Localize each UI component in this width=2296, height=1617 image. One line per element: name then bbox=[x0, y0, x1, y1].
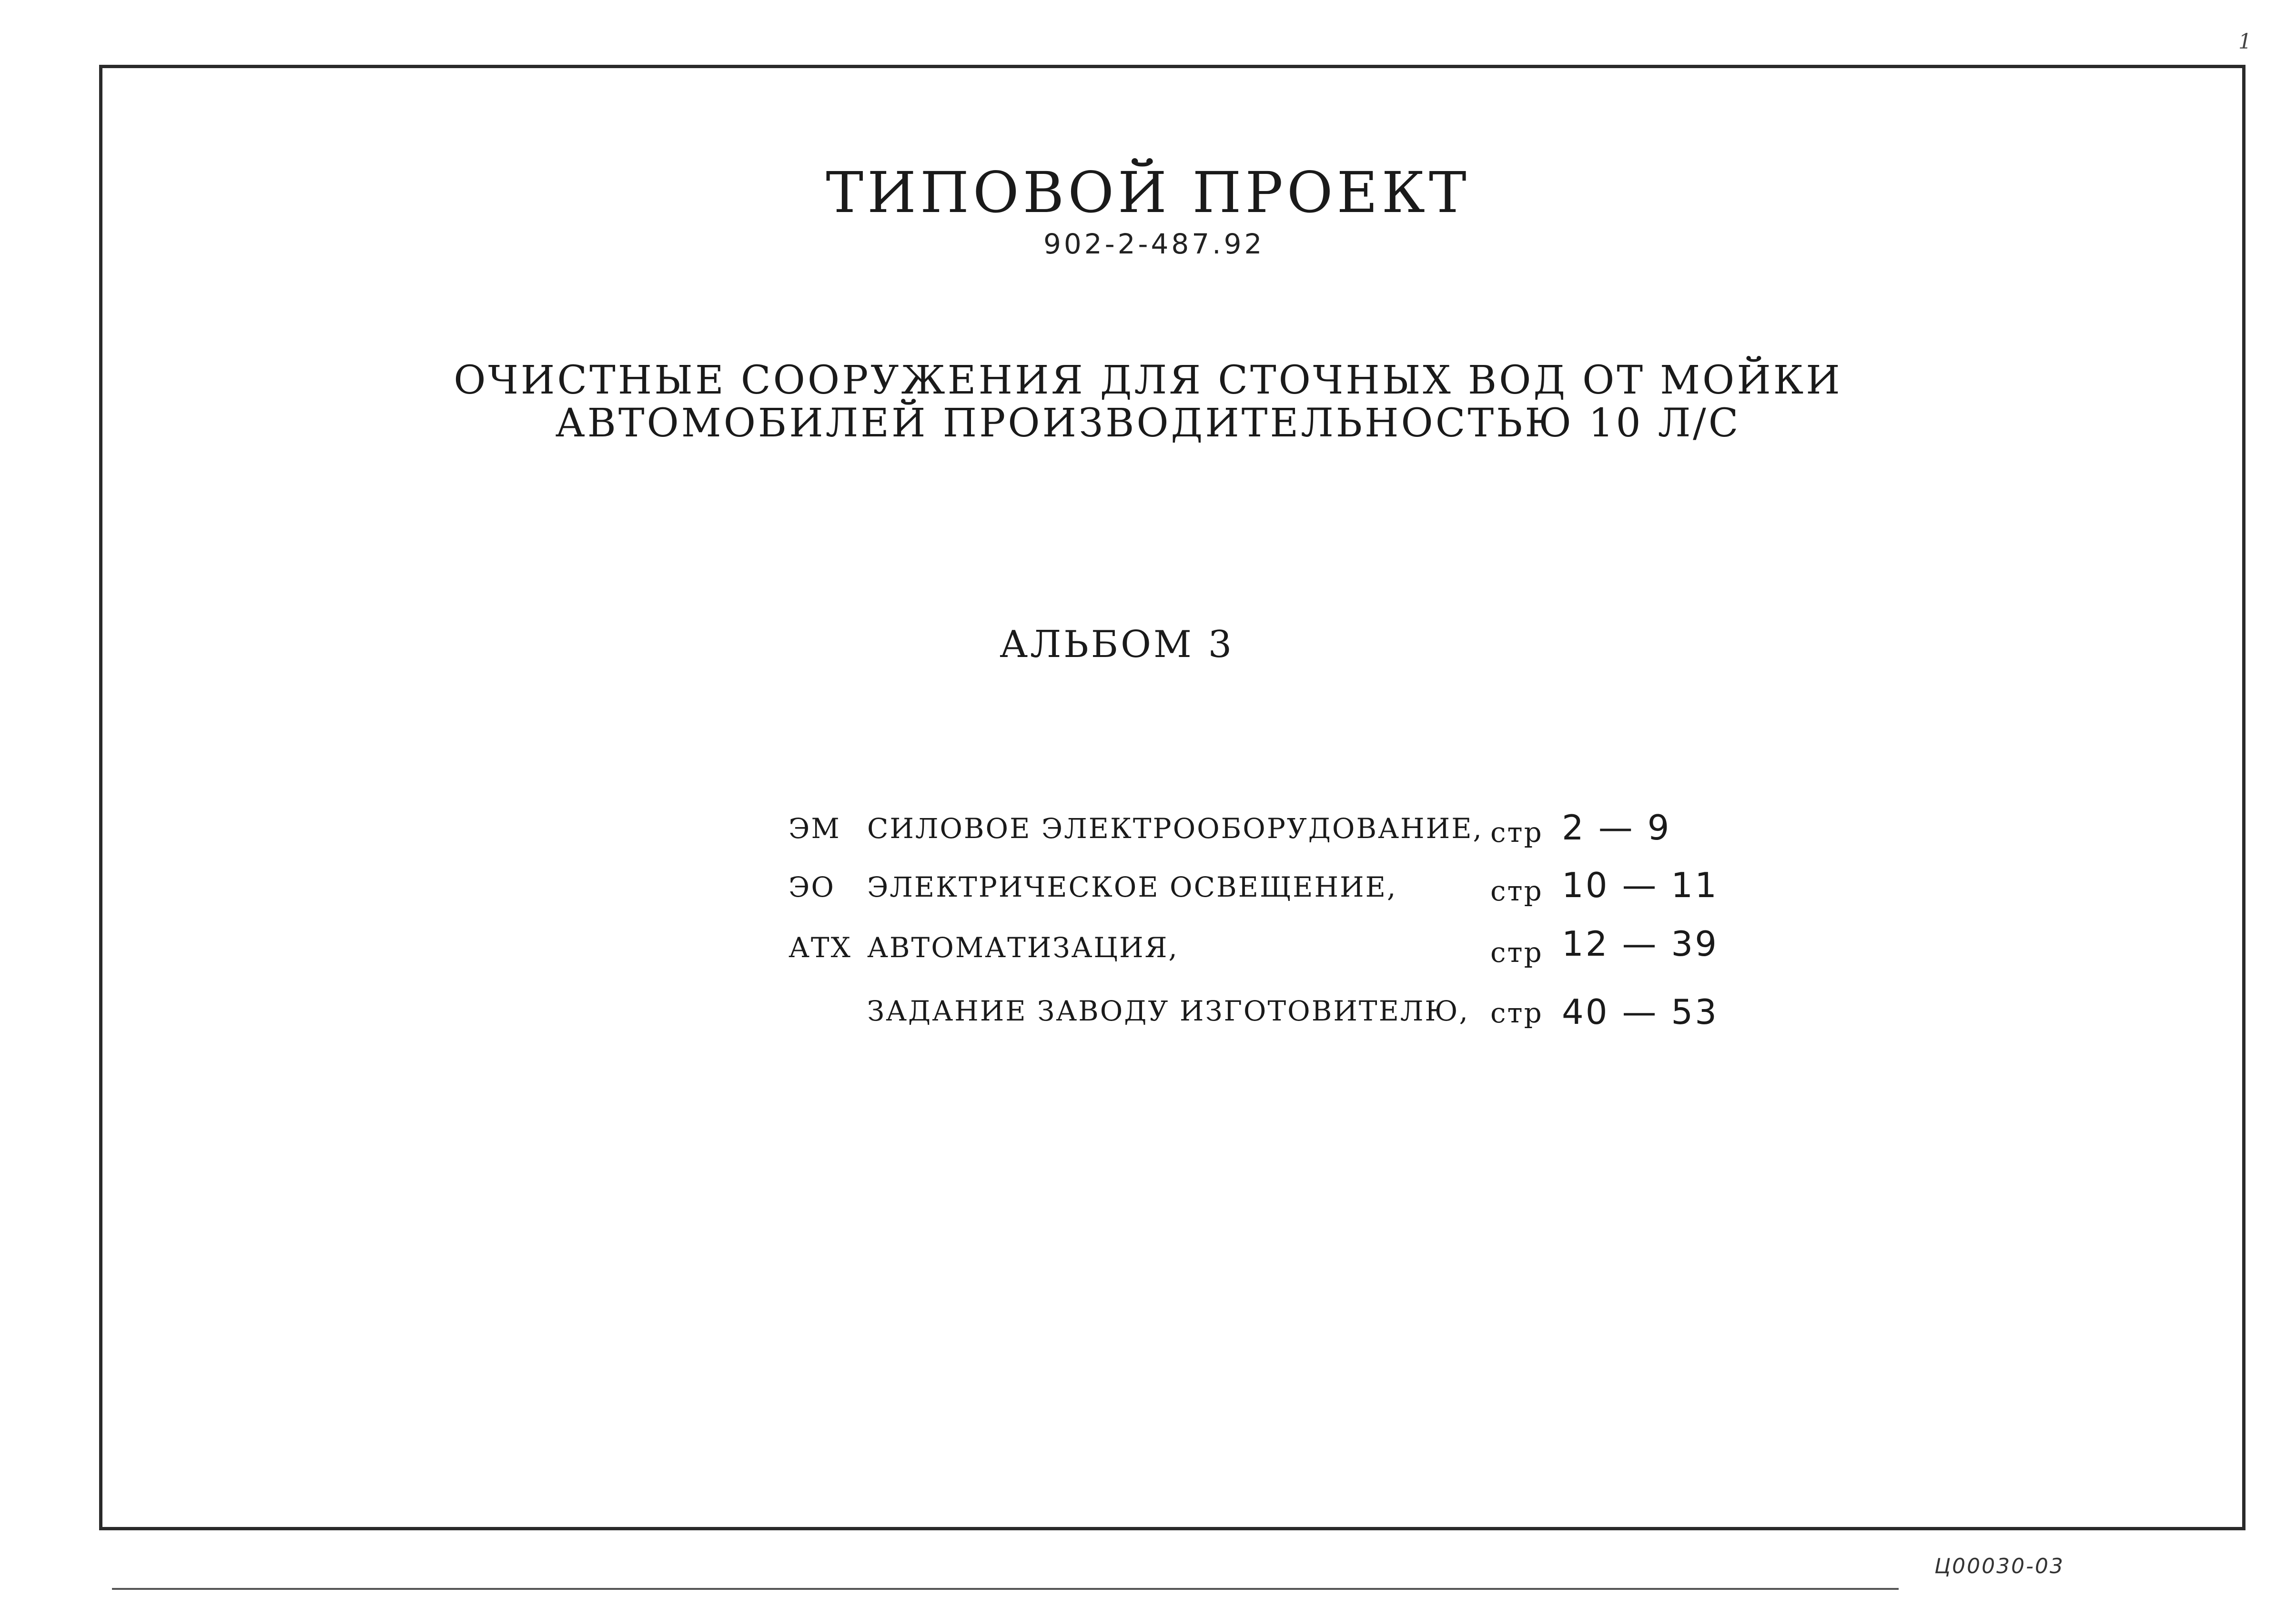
section-code: ЭО bbox=[789, 871, 835, 903]
page-label: стр bbox=[1490, 936, 1543, 969]
album-label: АЛЬБОМ 3 bbox=[1000, 623, 1234, 666]
section-description: АВТОМАТИЗАЦИЯ, bbox=[867, 931, 1179, 964]
page-range: 2 — 9 bbox=[1562, 808, 1671, 848]
section-description: ЗАДАНИЕ ЗАВОДУ ИЗГОТОВИТЕЛЮ, bbox=[867, 995, 1469, 1027]
subtitle-line-2: АВТОМОБИЛЕЙ ПРОИЗВОДИТЕЛЬНОСТЬЮ 10 Л/С bbox=[555, 401, 1741, 446]
project-number: 902-2-487.92 bbox=[1043, 228, 1265, 260]
contents-row bbox=[0, 924, 2296, 979]
page-label: стр bbox=[1490, 997, 1543, 1029]
archive-stamp: Ц00030-03 bbox=[1934, 1554, 2064, 1578]
contents-row bbox=[0, 992, 2296, 1042]
contents-row bbox=[0, 808, 2296, 860]
section-code: АТХ bbox=[789, 931, 852, 964]
page-label: стр bbox=[1490, 816, 1543, 849]
document-title: ТИПОВОЙ ПРОЕКТ bbox=[826, 160, 1470, 225]
subtitle-line-1: ОЧИСТНЫЕ СООРУЖЕНИЯ ДЛЯ СТОЧНЫХ ВОД ОТ МОЙКИ bbox=[454, 358, 1842, 403]
section-description: ЭЛЕКТРИЧЕСКОЕ ОСВЕЩЕНИЕ, bbox=[867, 871, 1397, 903]
sheet-number: 1 bbox=[2238, 30, 2252, 54]
page-range: 10 — 11 bbox=[1562, 865, 1719, 905]
page-label: стр bbox=[1490, 875, 1543, 907]
section-code: ЭМ bbox=[789, 812, 841, 845]
page-range: 40 — 53 bbox=[1562, 992, 1719, 1032]
contents-row bbox=[0, 865, 2296, 919]
page-range: 12 — 39 bbox=[1562, 924, 1719, 964]
section-description: СИЛОВОЕ ЭЛЕКТРООБОРУДОВАНИЕ, bbox=[867, 812, 1483, 845]
